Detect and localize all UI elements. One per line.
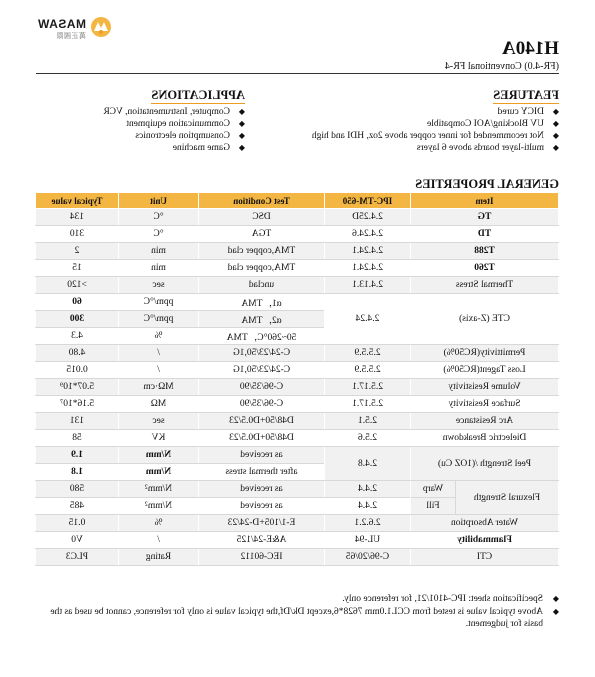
cell-value: 15 <box>36 260 119 277</box>
cell-unit: min <box>119 260 199 277</box>
cell-unit: Rating <box>119 549 199 566</box>
cell-condition: A&E-24/125 <box>199 532 325 549</box>
cell-condition: C-24/23/50,1G <box>199 362 325 379</box>
cell-condition: α1，TMA <box>199 294 325 311</box>
cell-unit: % <box>119 328 199 345</box>
cell-value: 0.15 <box>36 515 119 532</box>
cell-value: 4.3 <box>36 328 119 345</box>
cell-method: 2.4.24.1 <box>325 243 411 260</box>
feature-item: ◆ UV Blocking/AOI Compatible <box>269 118 559 130</box>
brand-mark-icon <box>90 16 112 38</box>
cell-value: 1.8 <box>36 464 119 481</box>
cell-method: 2.4.4 <box>325 498 411 515</box>
cell-condition: unclad <box>199 277 325 294</box>
cell-direction: Warp <box>411 481 455 498</box>
cell-item: Volume Resistivity <box>411 379 559 396</box>
table-row <box>36 549 559 566</box>
cell-condition: α2，TMA <box>199 311 325 328</box>
properties-table <box>35 192 559 566</box>
cell-method: 2.5.6 <box>325 430 411 447</box>
application-item: ◆ Computer, Instrumentation, VCR <box>35 106 245 118</box>
cell-unit: N/mm² <box>119 481 199 498</box>
cell-item: Surface Resistivity <box>411 396 559 413</box>
cell-value: 5.16*10⁷ <box>36 396 119 413</box>
table-row <box>36 260 559 277</box>
table-row <box>36 430 559 447</box>
brand-chinese-name: 萬正國際 <box>56 33 86 40</box>
cell-condition: E-1/105+D-24/23 <box>199 515 325 532</box>
cell-item: Flexural Strength <box>455 481 558 514</box>
cell-unit: ppm/°C <box>119 311 199 328</box>
table-row <box>36 294 559 311</box>
table-row <box>36 515 559 532</box>
cell-item: Loss Tagent(RC50%) <box>411 362 559 379</box>
cell-item-split <box>411 481 559 515</box>
cell-item: TD <box>411 226 559 243</box>
applications-heading: APPLICATIONS <box>151 88 245 102</box>
product-title: H140A <box>502 38 559 59</box>
cell-item: CTE (Z-axis) <box>411 294 559 345</box>
table-row <box>36 362 559 379</box>
cell-method: 2.4.8 <box>325 447 411 481</box>
cell-condition: DSC <box>199 209 325 226</box>
cell-direction: Fill <box>426 501 440 511</box>
table-row <box>36 345 559 362</box>
cell-item: Flammability <box>411 532 559 549</box>
brand-name: MASAW <box>37 17 86 31</box>
cell-item: Arc Resistance <box>411 413 559 430</box>
cell-unit: MΩ·cm <box>119 379 199 396</box>
application-item: ◆ Game machine <box>35 142 245 154</box>
cell-method: 2.5.5.9 <box>325 362 411 379</box>
cell-unit: % <box>119 515 199 532</box>
footnote: ◆ Specification sheet: IPC-4101/21, for reference only. <box>36 593 559 605</box>
cell-value: 580 <box>36 481 119 498</box>
cell-unit: sec <box>119 277 199 294</box>
cell-method: UL-94 <box>325 532 411 549</box>
cell-value: >120 <box>36 277 119 294</box>
feature-item: ◆ DICY cured <box>269 106 559 118</box>
cell-method: C-96/20/65 <box>325 549 411 566</box>
cell-unit: N/mm <box>119 464 199 481</box>
cell-condition: TMA,copper clad <box>199 243 325 260</box>
cell-method: 2.4.4 <box>325 481 411 498</box>
footnote: ◆ Above typical value is tested from CCL1.0mm 7628*6,except Dk/Df,the typical value is only for reference, cannot be used as the basis for judgement. <box>36 606 559 630</box>
cell-item: Peel Strength /(1OZ Cu) <box>411 447 559 481</box>
cell-method: 2.4.24 <box>325 294 411 345</box>
applications-list <box>35 106 245 154</box>
cell-condition: D48/50+D0.5/23 <box>199 430 325 447</box>
cell-method: 2.6.2.1 <box>325 515 411 532</box>
cell-method: 2.4.25D <box>325 209 411 226</box>
title-divider <box>36 73 559 74</box>
features-heading: FEATURES <box>493 88 559 102</box>
cell-value: 58 <box>36 430 119 447</box>
cell-unit: / <box>119 362 199 379</box>
table-row <box>36 209 559 226</box>
cell-condition: C-24/23/50,1G <box>199 345 325 362</box>
table-row <box>36 226 559 243</box>
cell-value: 300 <box>36 311 119 328</box>
cell-item: T260 <box>411 260 559 277</box>
cell-condition: as received <box>199 447 325 464</box>
application-item: ◆ Consumption electronics <box>35 130 245 142</box>
table-row <box>36 481 559 498</box>
application-item: ◆ Communication equipment <box>35 118 245 130</box>
cell-unit: °C <box>119 226 199 243</box>
cell-method: 2.5.5.9 <box>325 345 411 362</box>
table-row <box>36 277 559 294</box>
cell-method: 2.5.17.1 <box>325 379 411 396</box>
table-row <box>36 447 559 464</box>
cell-method: 2.5.17.1 <box>325 396 411 413</box>
cell-unit: KV <box>119 430 199 447</box>
cell-condition: IEC-60112 <box>199 549 325 566</box>
cell-unit: ppm/°C <box>119 294 199 311</box>
cell-unit: N/mm <box>119 447 199 464</box>
general-properties-heading: GENERAL PROPERTIES <box>415 177 559 191</box>
cell-value: V0 <box>36 532 119 549</box>
cell-item: T288 <box>411 243 559 260</box>
column-header: Item <box>411 193 559 209</box>
cell-condition: C-96/35/90 <box>199 396 325 413</box>
cell-method: 2.4.13.1 <box>325 277 411 294</box>
cell-item: Permittivity(RC50%) <box>411 345 559 362</box>
table-row <box>36 379 559 396</box>
column-header: Unit <box>119 193 199 209</box>
cell-condition: 50~260°C，TMA <box>199 328 325 345</box>
cell-condition: C-96/35/90 <box>199 379 325 396</box>
cell-value: 0.015 <box>36 362 119 379</box>
cell-value: 310 <box>36 226 119 243</box>
cell-unit: °C <box>119 209 199 226</box>
cell-value: 485 <box>36 498 119 515</box>
cell-value: 5.07*10⁹ <box>36 379 119 396</box>
cell-item: CTI <box>411 549 559 566</box>
cell-condition: as received <box>199 498 325 515</box>
column-header: IPC-TM-650 <box>325 193 411 209</box>
table-row <box>36 243 559 260</box>
cell-unit: N/mm² <box>119 498 199 515</box>
feature-item: ◆ multi-layer boards above 6 layers <box>269 142 559 154</box>
cell-value: 134 <box>36 209 119 226</box>
cell-unit: MΩ <box>119 396 199 413</box>
cell-value: 1.9 <box>36 447 119 464</box>
table-row <box>36 413 559 430</box>
cell-value: 131 <box>36 413 119 430</box>
product-subtitle: (FR-4.0) Conventional FR-4 <box>444 61 559 72</box>
column-header: Typical value <box>36 193 119 209</box>
cell-value: PLC3 <box>36 549 119 566</box>
feature-item: ◆ Not recommended for inner copper above 2oz, HDI and high <box>269 130 559 142</box>
cell-method: 2.4.24.1 <box>325 260 411 277</box>
cell-method: 2.5.1 <box>325 413 411 430</box>
table-header-row <box>36 193 559 209</box>
table-row <box>36 396 559 413</box>
cell-value: 4.80 <box>36 345 119 362</box>
cell-item: Thermal Stress <box>411 277 559 294</box>
cell-unit: / <box>119 345 199 362</box>
cell-value: 2 <box>36 243 119 260</box>
cell-unit: sec <box>119 413 199 430</box>
cell-item: TG <box>411 209 559 226</box>
footnotes <box>36 593 559 631</box>
cell-item: Dielectric Breakdown <box>411 430 559 447</box>
brand-logo <box>32 16 112 44</box>
cell-condition: after thermal stress <box>199 464 325 481</box>
cell-value: 60 <box>36 294 119 311</box>
cell-unit: min <box>119 243 199 260</box>
cell-method: 2.4.24.6 <box>325 226 411 243</box>
cell-condition: as received <box>199 481 325 498</box>
cell-condition: TGA <box>199 226 325 243</box>
features-list <box>269 106 559 154</box>
column-header: Test Condition <box>199 193 325 209</box>
cell-unit: / <box>119 532 199 549</box>
cell-item: Water Absorption <box>411 515 559 532</box>
table-row <box>36 532 559 549</box>
cell-condition: D48/50+D0.5/23 <box>199 413 325 430</box>
cell-condition: TMA,copper clad <box>199 260 325 277</box>
